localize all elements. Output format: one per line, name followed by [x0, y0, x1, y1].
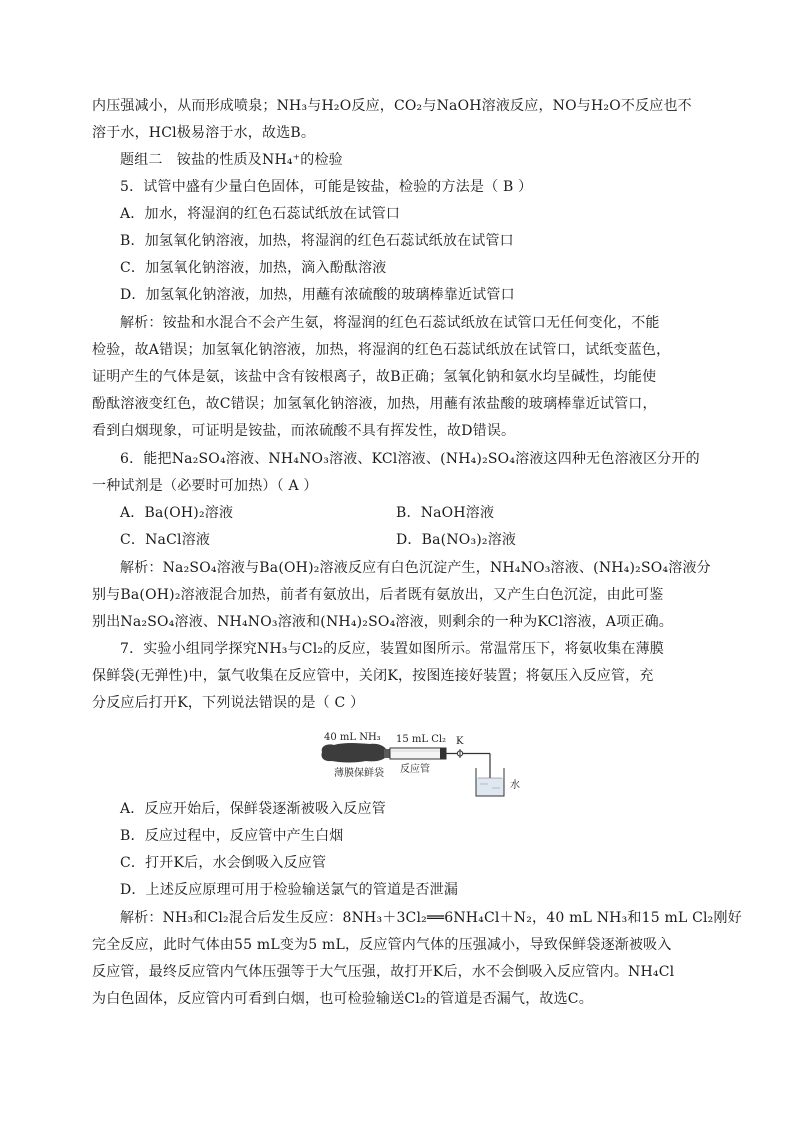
analysis-text: 为白色固体，反应管内可看到白烟，也可检验输送Cl₂的管道是否漏气，故选C。 [92, 991, 593, 1007]
apparatus-figure [318, 730, 530, 800]
analysis-text: 解析：Na₂SO₄溶液与Ba(OH)₂溶液反应有白色沉淀产生，NH₄NO₃溶液、(NH₄)₂SO₄溶液分 [120, 560, 711, 576]
analysis-text: 反应管，最终反应管内气体压强等于大气压强，故打开K后，水不会倒吸入反应管内。NH₄Cl [92, 964, 675, 980]
option-b: B．加氢氧化钠溶液，加热，将湿润的红色石蕊试纸放在试管口 [120, 233, 514, 249]
option-d: D．上述反应原理可用于检验输送氯气的管道是否泄漏 [120, 882, 459, 898]
option-a: A．加水，将湿润的红色石蕊试纸放在试管口 [120, 206, 401, 222]
tube-label: 反应管 [400, 764, 430, 775]
analysis-text: 解析：铵盐和水混合不会产生氨，将湿润的红色石蕊试纸放在试管口无任何变化，不能 [120, 315, 660, 331]
option-b: B．NaOH溶液 [396, 505, 495, 521]
analysis-text: 别与Ba(OH)₂溶液混合加热，前者有氨放出，后者既有氨放出，又产生白色沉淀，由此可鉴 [92, 587, 664, 603]
connector [384, 749, 390, 758]
bag-label: 薄膜保鲜袋 [334, 768, 384, 779]
water-label: 水 [510, 780, 520, 791]
text-line: 内压强减小，从而形成喷泉；NH₃与H₂O反应，CO₂与NaOH溶液反应，NO与H₂O不反应也不 [92, 98, 692, 114]
cl2-label: 15 mL Cl₂ [396, 734, 447, 745]
option-c: C．打开K后，水会倒吸入反应管 [120, 855, 327, 871]
question-6-cont: 一种试剂是（必要时可加热）（ A ） [92, 478, 318, 494]
reaction-tube [390, 748, 446, 759]
tube-stopper [440, 748, 446, 759]
analysis-text: 证明产生的气体是氨，该盐中含有铵根离子，故B正确；氢氧化钠和氨水均呈碱性，均能使 [92, 369, 657, 385]
option-a: A．反应开始后，保鲜袋逐渐被吸入反应管 [120, 801, 386, 817]
question-7: 7．实验小组同学探究NH₃与Cl₂的反应，装置如图所示。常温常压下，将氨收集在薄膜 [120, 641, 664, 657]
text-line: 溶于水，HCl极易溶于水，故选B。 [92, 125, 316, 141]
option-c: C．NaCl溶液 [120, 532, 211, 548]
analysis-text: 解析：NH₃和Cl₂混合后发生反应：8NH₃＋3Cl₂══6NH₄Cl＋N₂，40 mL NH₃和15 mL Cl₂刚好 [120, 910, 742, 926]
question-6: 6．能把Na₂SO₄溶液、NH₄NO₃溶液、KCl溶液、(NH₄)₂SO₄溶液这四种无色溶液区分开的 [120, 451, 700, 467]
film-bag-shape [321, 743, 386, 763]
question-7-cont: 保鲜袋(无弹性)中，氯气收集在反应管中，关闭K，按图连接好装置；将氨压入反应管，充 [92, 668, 654, 684]
analysis-text: 检验，故A错误；加氢氧化钠溶液，加热，将湿润的红色石蕊试纸放在试管口，试纸变蓝色， [92, 342, 671, 358]
water-fill [477, 778, 504, 796]
question-7-cont: 分反应后打开K，下列说法错误的是（ C ） [92, 695, 365, 711]
analysis-text: 完全反应，此时气体由55 mL变为5 mL，反应管内气体的压强减小，导致保鲜袋逐渐被吸入 [92, 937, 672, 953]
question-5: 5．试管中盛有少量白色固体，可能是铵盐，检验的方法是（ B ） [120, 179, 533, 195]
option-d: D．加氢氧化钠溶液，加热，用蘸有浓硫酸的玻璃棒靠近试管口 [120, 287, 515, 303]
nh3-label: 40 mL NH₃ [324, 732, 381, 743]
apparatus-diagram [318, 730, 530, 800]
option-d: D．Ba(NO₃)₂溶液 [396, 532, 517, 548]
option-b: B．反应过程中，反应管中产生白烟 [120, 828, 344, 844]
analysis-text: 酚酞溶液变红色，故C错误；加氢氧化钠溶液，加热，用蘸有浓盐酸的玻璃棒靠近试管口， [92, 396, 657, 412]
option-a: A．Ba(OH)₂溶液 [120, 505, 234, 521]
section-heading: 题组二 铵盐的性质及NH₄⁺的检验 [120, 152, 343, 168]
valve-k-label: K [456, 736, 464, 747]
analysis-text: 看到白烟现象，可证明是铵盐，而浓硫酸不具有挥发性，故D错误。 [92, 423, 516, 439]
option-c: C．加氢氧化钠溶液，加热，滴入酚酞溶液 [120, 260, 387, 276]
analysis-text: 别出Na₂SO₄溶液、NH₄NO₃溶液和(NH₄)₂SO₄溶液，则剩余的一种为KCl溶液，A项正确。 [92, 614, 673, 630]
